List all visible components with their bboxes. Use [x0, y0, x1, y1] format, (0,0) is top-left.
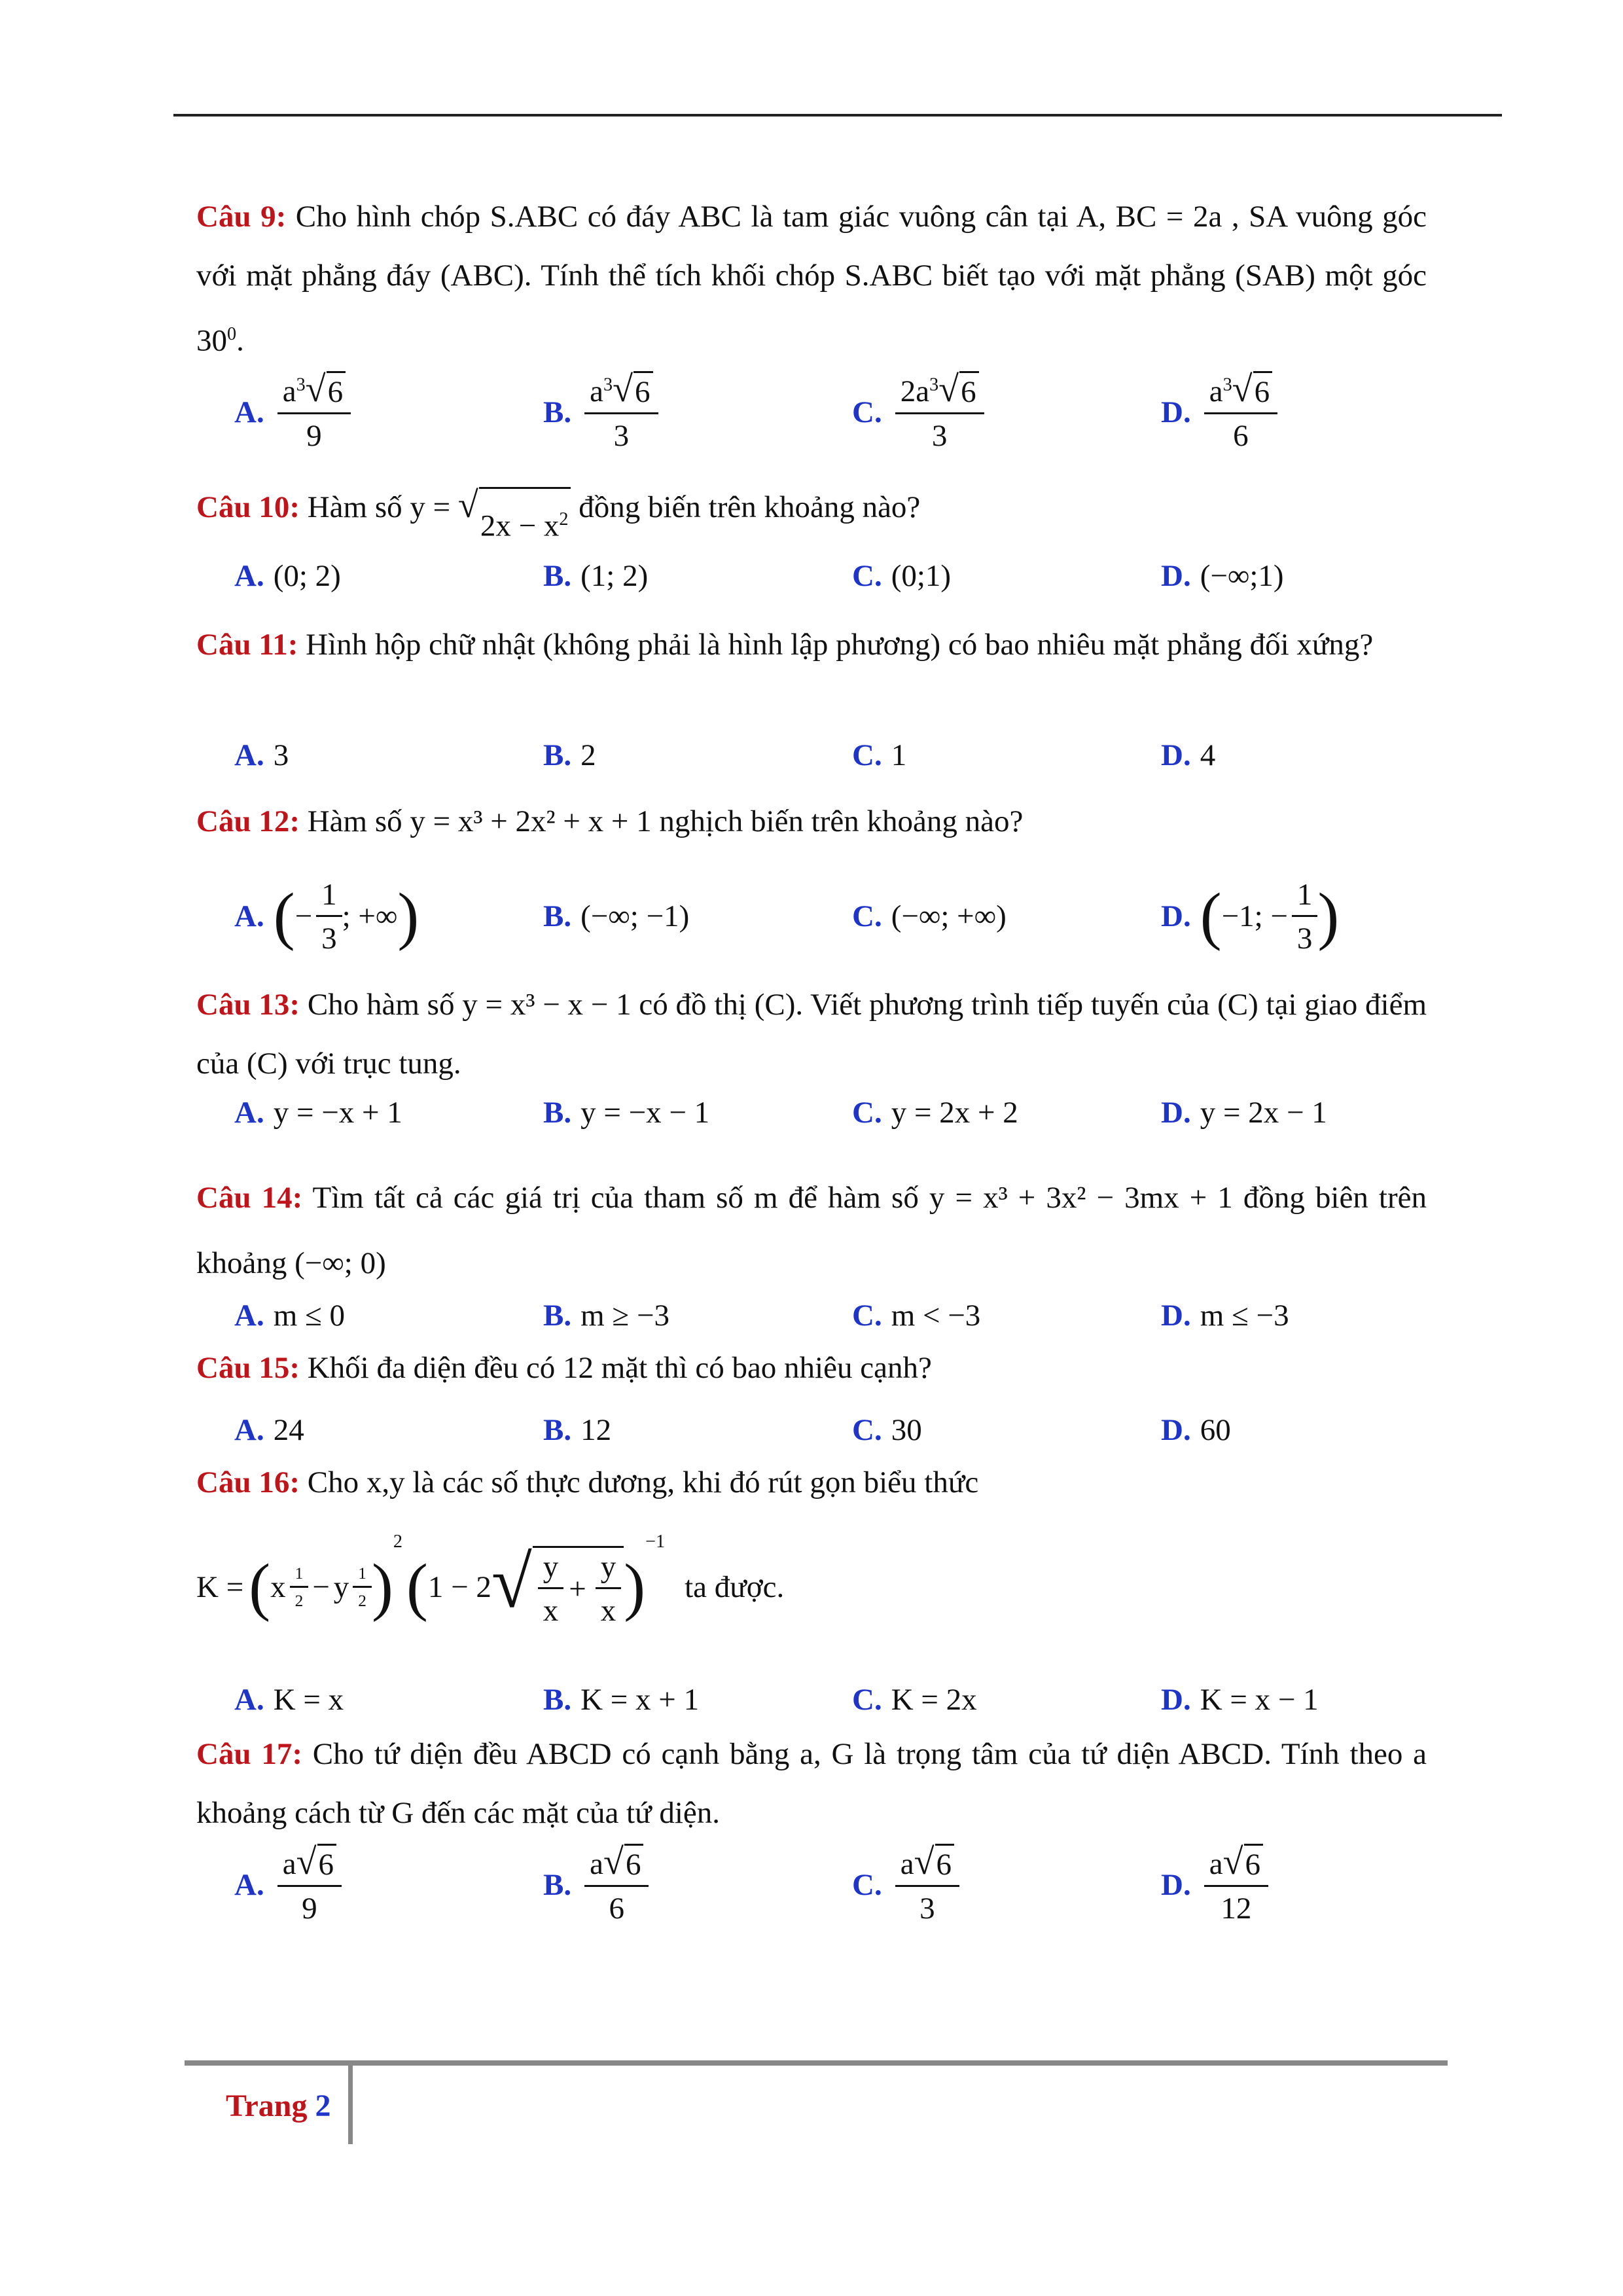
answer-c[interactable]: C. (−∞; +∞)	[852, 899, 1007, 933]
answer-d[interactable]: D. y = 2x − 1	[1161, 1096, 1327, 1130]
fraction: $a^3$ √ 6 9	[277, 371, 351, 454]
answer-b[interactable]: B. (1; 2)	[543, 559, 649, 593]
question-label: Câu 16:	[196, 1465, 300, 1499]
answer-a[interactable]: A. y = −x + 1	[234, 1096, 402, 1130]
answer-label: A.	[234, 395, 264, 429]
question-text: Cho x,y là các số thực dương, khi đó rút gọn biểu thức	[299, 1465, 979, 1499]
question-label: Câu 9:	[196, 200, 287, 234]
question-text-end: đồng biến trên khoảng nào?	[571, 490, 921, 524]
answers-11	[234, 716, 1445, 795]
answer-b[interactable]: B. m ≥ −3	[543, 1299, 669, 1333]
answer-c[interactable]	[852, 369, 984, 453]
question-text: Cho hàm số y = x³ − x − 1 có đồ thị (C). Viết phương trình tiếp tuyến của (C) tại giao điểm của (C) với trục tung.	[196, 988, 1427, 1081]
answer-a[interactable]: A. a √ 6 9	[234, 1846, 342, 1924]
question-12	[196, 792, 1427, 851]
question-label: Câu 10:	[196, 490, 300, 524]
answer-d[interactable]: D. ( −1; − $\frac{1}{3}$ )	[1161, 877, 1340, 956]
answer-c[interactable]: C. y = 2x + 2	[852, 1096, 1018, 1130]
answer-c[interactable]: C. 30	[852, 1413, 922, 1447]
answer-d[interactable]: D. 60	[1161, 1413, 1231, 1447]
answer-d[interactable]: D. a √ 6 12	[1161, 1846, 1268, 1924]
question-text: Khối đa diện đều có 12 mặt thì có bao nhiêu cạnh?	[299, 1351, 932, 1385]
degree-superscript: 0	[227, 324, 237, 344]
answers-13	[234, 1073, 1445, 1152]
answer-a[interactable]: A. m ≤ 0	[234, 1299, 346, 1333]
answer-d[interactable]: D. 4	[1161, 738, 1216, 772]
question-label: Câu 17:	[196, 1737, 303, 1771]
question-9	[196, 187, 1427, 370]
answer-label: B.	[543, 395, 572, 429]
answer-c[interactable]: C. (0;1)	[852, 559, 952, 593]
question-label: Câu 15:	[196, 1351, 300, 1385]
answer-a[interactable]: A. K = x	[234, 1683, 344, 1717]
answer-d[interactable]: D. (−∞;1)	[1161, 559, 1284, 593]
answer-label: D.	[1161, 395, 1191, 429]
footer-rule	[185, 2060, 1448, 2066]
answer-d[interactable]: D. K = x − 1	[1161, 1683, 1319, 1717]
answer-d[interactable]: D. m ≤ −3	[1161, 1299, 1289, 1333]
question-label: Câu 13:	[196, 988, 300, 1022]
answer-a[interactable]: A. (0; 2)	[234, 559, 341, 593]
answer-c[interactable]: C. a √ 6 3	[852, 1846, 959, 1924]
expression-k: K = ( x $\frac{1}{2}$ − y $\frac{1}{2}$ ) 2 ( 1 − 2 √ $\frac{y}{x}$ + $\frac{y}{x}$ ) −1 ta được.	[196, 1532, 785, 1628]
question-11	[196, 615, 1427, 674]
fraction: $2a^3$ √ 6 3	[895, 371, 984, 454]
answers-10	[234, 537, 1445, 615]
answer-c[interactable]: C. m < −3	[852, 1299, 981, 1333]
answer-label: C.	[852, 395, 882, 429]
answer-a[interactable]: A. 24	[234, 1413, 304, 1447]
question-16	[196, 1453, 1427, 1512]
answer-b[interactable]	[543, 369, 658, 453]
answers-12	[234, 870, 1445, 962]
question-15	[196, 1338, 1427, 1397]
answer-a[interactable]: A. ( − $\frac{1}{3}$ ; +∞ )	[234, 877, 419, 956]
question-label: Câu 14:	[196, 1181, 303, 1215]
page-number: Trang 2	[226, 2089, 331, 2123]
question-text: Cho tứ diện đều ABCD có cạnh bằng a, G là trọng tâm của tứ diện ABCD. Tính theo a khoảng cách từ G đến các mặt của tứ diện.	[196, 1737, 1427, 1830]
question-text-end: .	[236, 323, 244, 358]
question-17	[196, 1725, 1427, 1842]
answers-17	[234, 1842, 1445, 1926]
answer-d[interactable]	[1161, 369, 1277, 453]
answer-b[interactable]: B. a √ 6 6	[543, 1846, 649, 1924]
question-text: Hình hộp chữ nhật (không phải là hình lập phương) có bao nhiêu mặt phẳng đối xứng?	[298, 628, 1374, 662]
answer-c[interactable]: C. K = 2x	[852, 1683, 977, 1717]
answer-b[interactable]: B. (−∞; −1)	[543, 899, 690, 933]
answer-b[interactable]: B. 12	[543, 1413, 612, 1447]
question-text: Cho hình chóp S.ABC có đáy ABC là tam giác vuông cân tại A, BC = 2a , SA vuông góc với mặt phẳng đáy (ABC). Tính thể tích khối chóp S.ABC biết tạo với mặt phẳng (SAB) một góc 30	[196, 200, 1427, 358]
question-text: Tìm tất cả các giá trị của tham số m để hàm số y = x³ + 3x² − 3mx + 1 đồng biên trên khoảng (−∞; 0)	[196, 1181, 1427, 1280]
question-text: Hàm số y =	[299, 490, 458, 524]
answer-b[interactable]: B. 2	[543, 738, 596, 772]
answer-b[interactable]: B. K = x + 1	[543, 1683, 700, 1717]
fraction: $a^3$ √ 6 6	[1204, 371, 1277, 454]
square-root: √ $2x - x^2$	[458, 487, 571, 556]
question-label: Câu 11:	[196, 628, 298, 662]
fraction: $a^3$ √ 6 3	[584, 371, 658, 454]
answer-a[interactable]	[234, 369, 351, 453]
footer-divider	[348, 2066, 353, 2144]
header-rule	[173, 114, 1502, 117]
question-label: Câu 12:	[196, 804, 300, 838]
answers-9	[234, 369, 1445, 453]
answer-c[interactable]: C. 1	[852, 738, 907, 772]
answer-a[interactable]: A. 3	[234, 738, 289, 772]
answer-b[interactable]: B. y = −x − 1	[543, 1096, 710, 1130]
question-text: Hàm số y = x³ + 2x² + x + 1 nghịch biến trên khoảng nào?	[299, 804, 1024, 838]
